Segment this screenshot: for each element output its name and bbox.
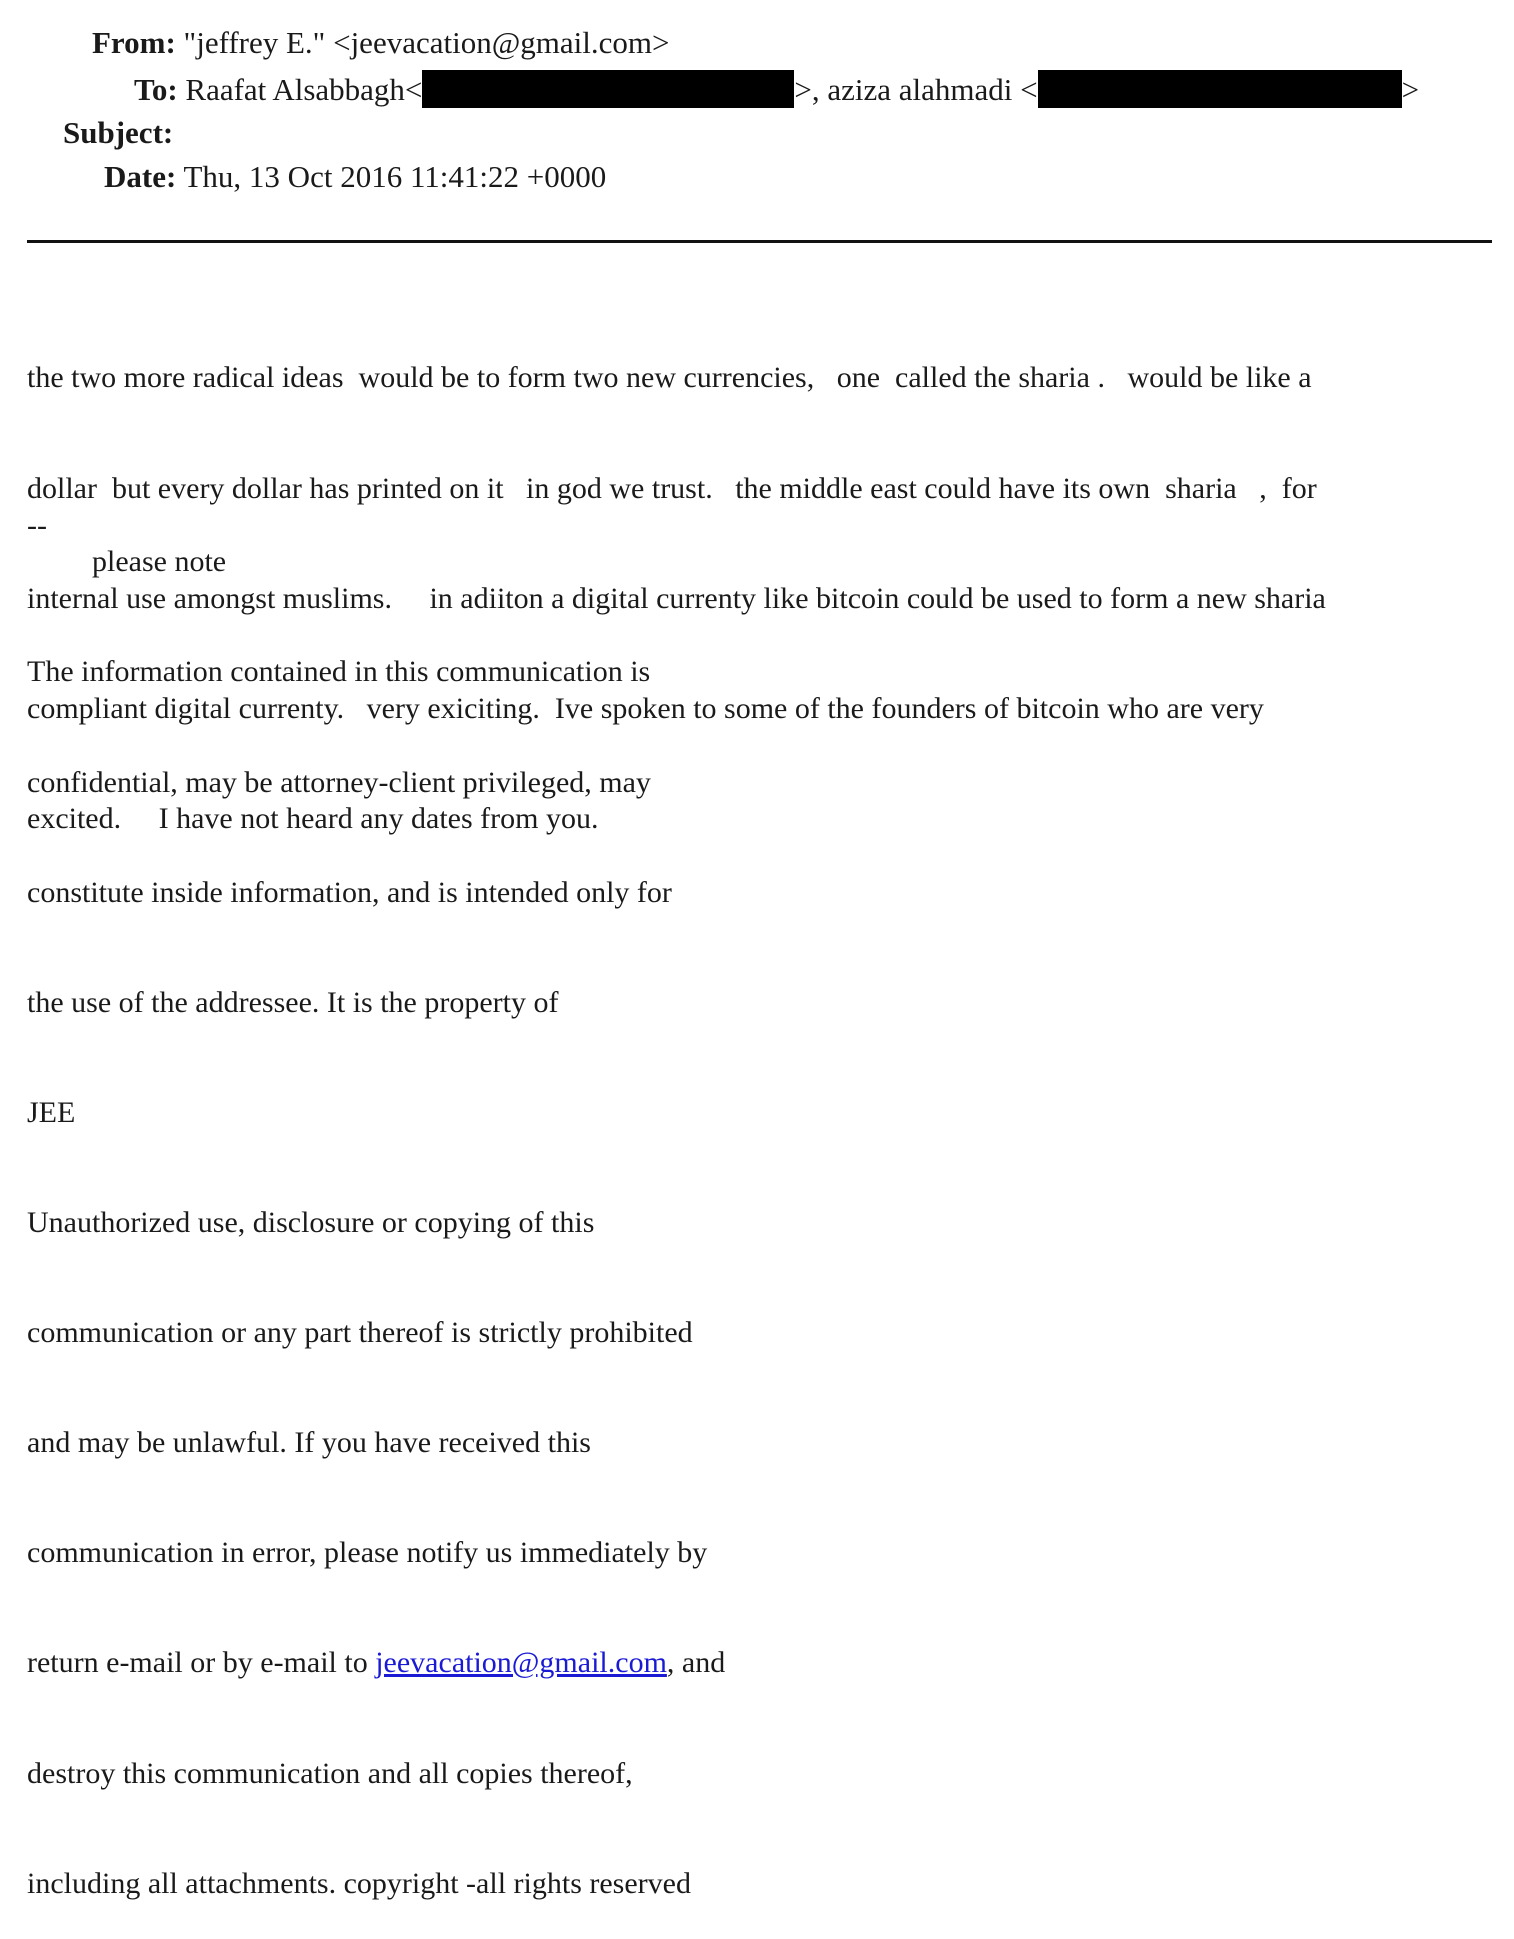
to-recipient-1-name: Raafat Alsabbagh [185, 72, 405, 107]
body-line: internal use amongst muslims. in adiiton a digital currenty like bitcoin could be used to form a new sharia [27, 581, 1326, 615]
subject-row [63, 115, 173, 151]
disclaimer-line: The information contained in this communication is [27, 655, 651, 689]
to-label: To: [134, 72, 178, 107]
body-line: excited. I have not heard any dates from you. [27, 801, 599, 835]
disclaimer-line: confidential, may be attorney-client privileged, may [27, 765, 651, 799]
date-label: Date: [104, 159, 177, 194]
disclaimer-line: including all attachments. copyright -all rights reserved [27, 1866, 691, 1900]
to-separator: >, aziza alahmadi [794, 72, 1013, 107]
signature-note: please note [92, 545, 227, 578]
disclaimer-line: communication in error, please notify us immediately by [27, 1536, 708, 1570]
disclaimer-line: destroy this communication and all copies thereof, [27, 1756, 633, 1790]
body-line: dollar but every dollar has printed on it in god we trust. the middle east could have its own sharia , for [27, 471, 1317, 505]
date-row [104, 159, 606, 195]
disclaimer-line: Unauthorized use, disclosure or copying of this [27, 1205, 595, 1239]
link-suffix: , and [666, 1646, 726, 1680]
body-line: compliant digital currenty. very exiciting. Ive spoken to some of the founders of bitcoin who are very [27, 691, 1264, 725]
email-link[interactable]: jeevacation@gmail.com [375, 1646, 667, 1680]
from-value: "jeffrey E." <jeevacation@gmail.com> [183, 25, 670, 60]
header-divider [27, 240, 1492, 243]
confidentiality-disclaimer [27, 581, 725, 1939]
signature-separator: -- [27, 509, 47, 542]
gt-glyph: > [1401, 72, 1420, 107]
from-label: From: [92, 25, 176, 60]
disclaimer-link-line [27, 1645, 725, 1682]
body-line: the two more radical ideas would be to form two new currencies, one called the sharia . would be like a [27, 361, 1312, 395]
disclaimer-line: JEE [27, 1095, 76, 1129]
lt-glyph-2: < [1020, 72, 1038, 107]
subject-label: Subject: [63, 115, 174, 150]
to-row [134, 70, 1419, 108]
redacted-email-1 [422, 70, 794, 108]
link-prefix: return e-mail or by e-mail to [27, 1646, 376, 1680]
lt-glyph: < [404, 72, 423, 107]
disclaimer-line: the use of the addressee. It is the property of [27, 985, 559, 1019]
disclaimer-line: constitute inside information, and is intended only for [27, 875, 672, 909]
from-row [92, 25, 669, 61]
disclaimer-line: communication or any part thereof is strictly prohibited [27, 1316, 693, 1350]
disclaimer-line: and may be unlawful. If you have received this [27, 1426, 591, 1460]
date-value: Thu, 13 Oct 2016 11:41:22 +0000 [183, 159, 607, 194]
redacted-email-2 [1038, 70, 1402, 108]
